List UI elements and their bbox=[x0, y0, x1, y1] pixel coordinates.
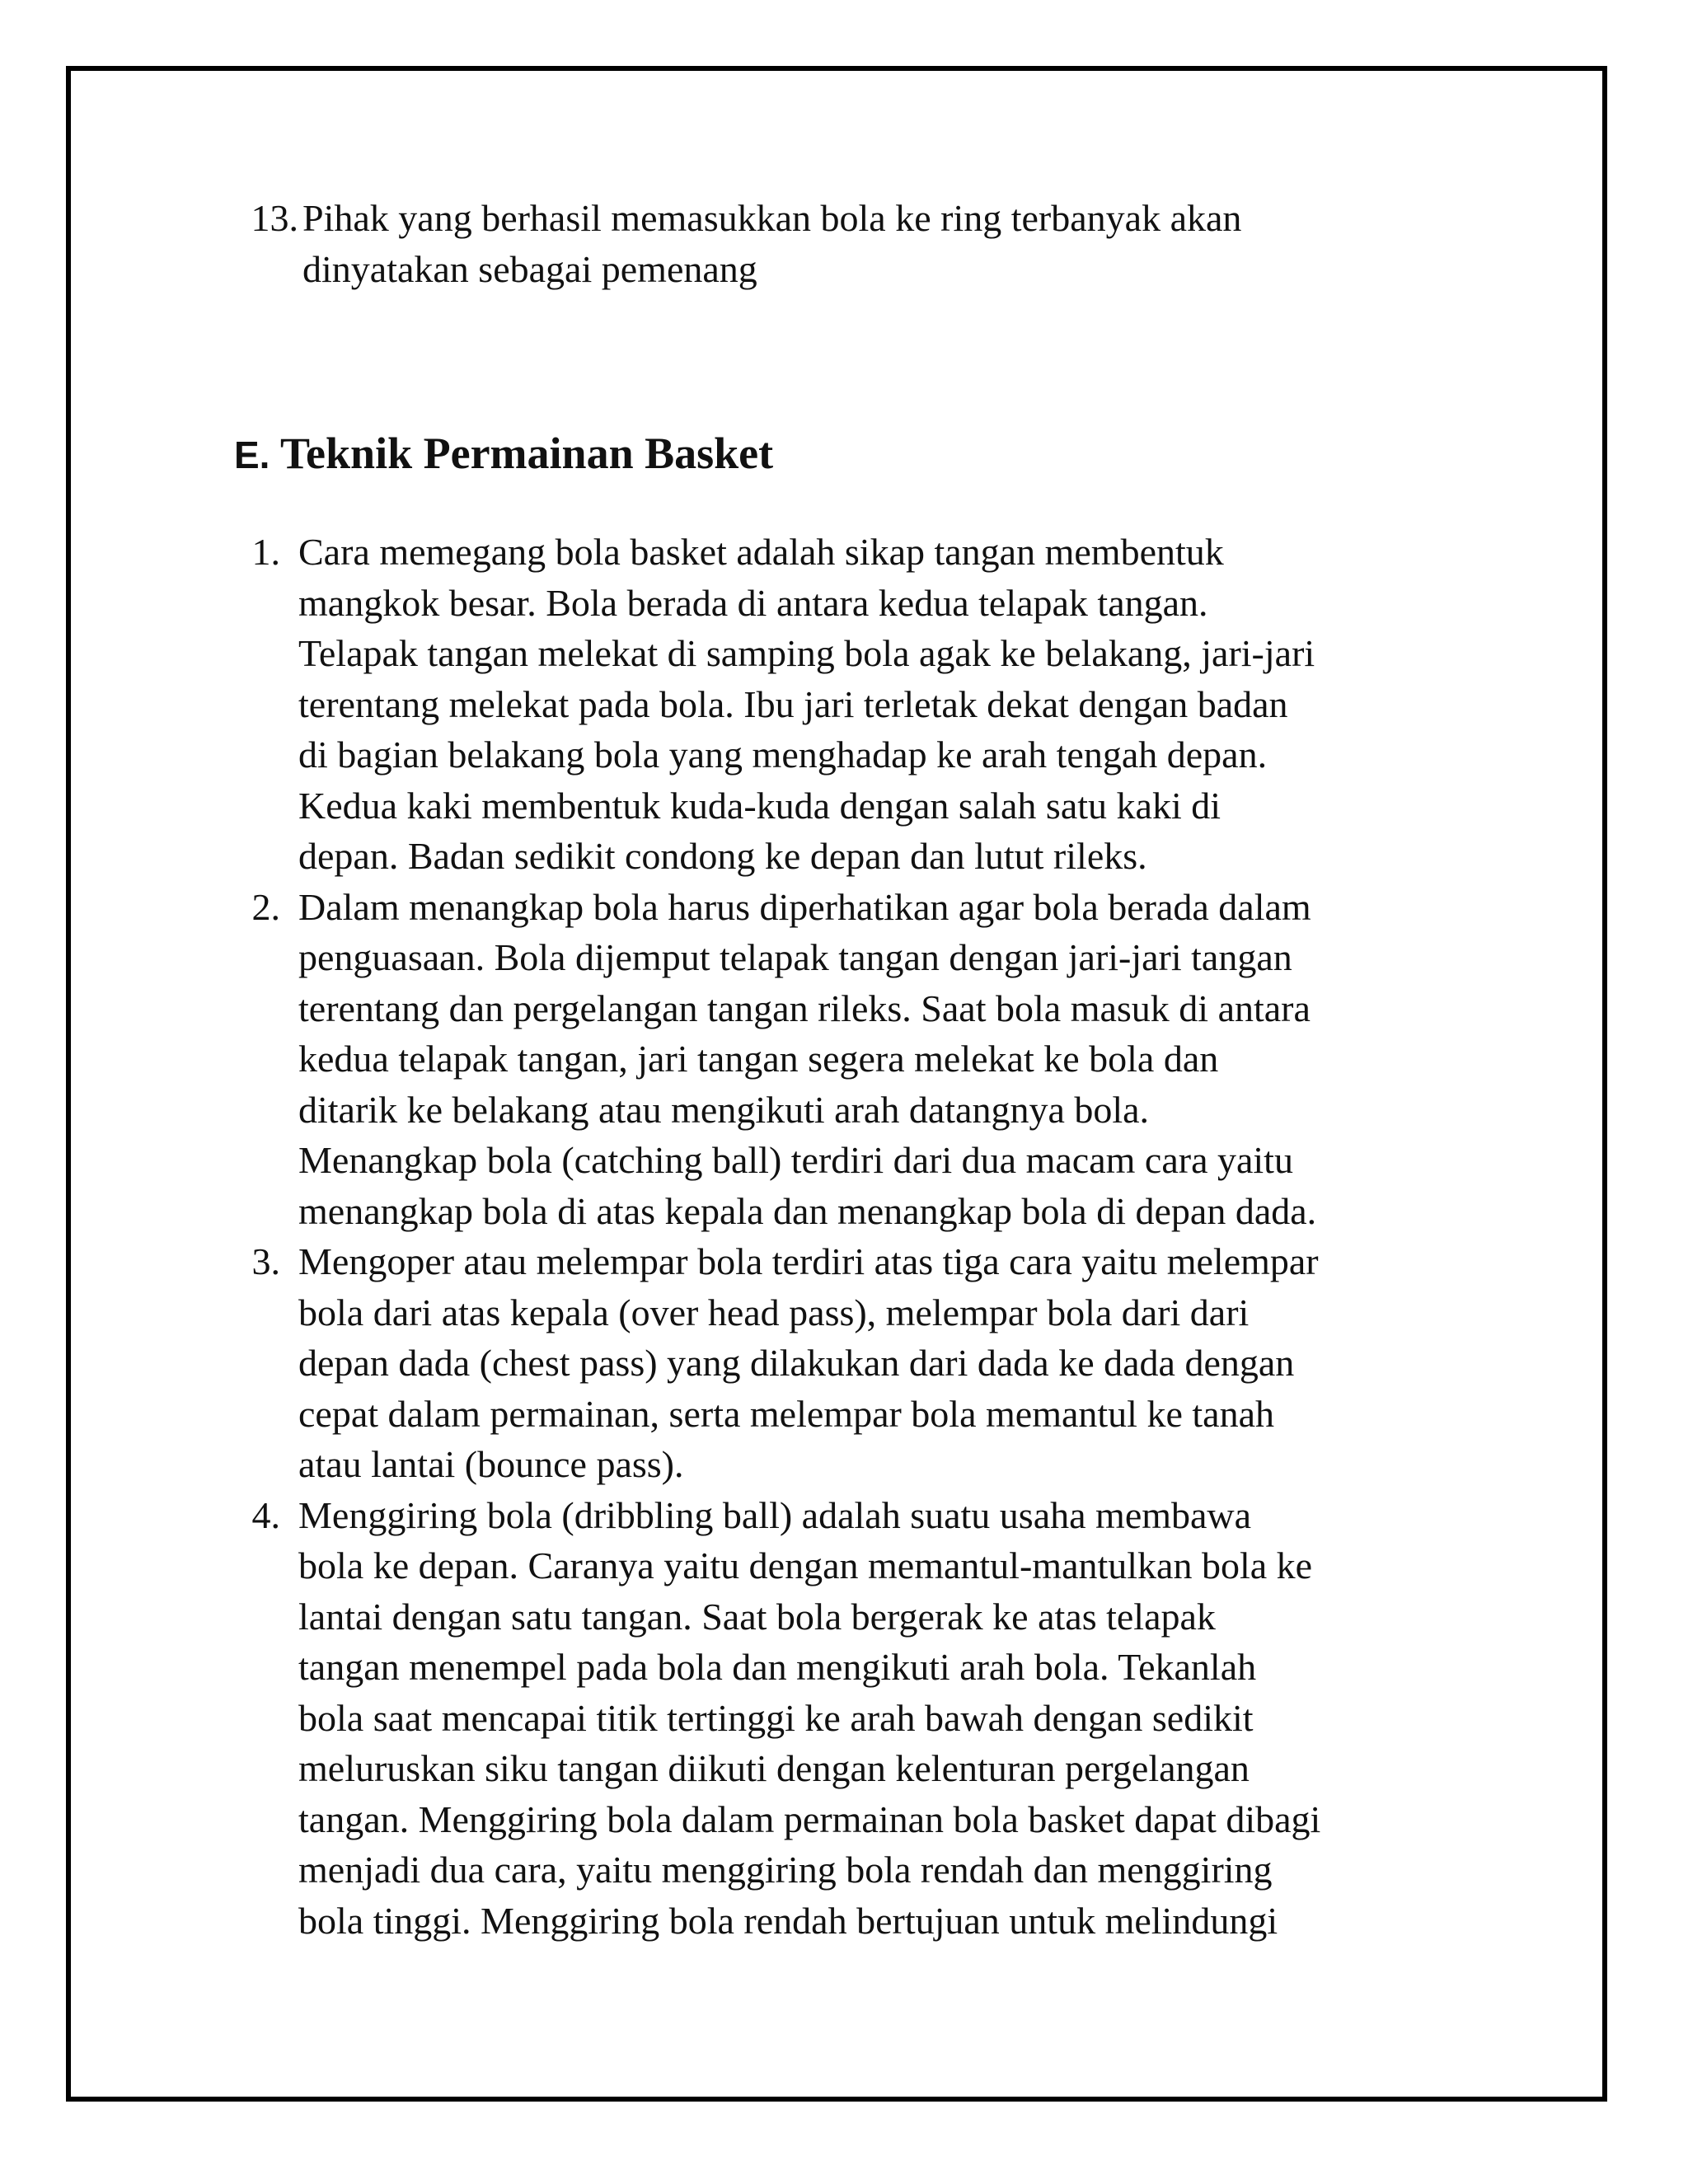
list-item-line: terentang melekat pada bola. Ibu jari terletak dekat dengan badan bbox=[298, 682, 1288, 725]
list-item-1 bbox=[234, 527, 1503, 882]
list-item-line: Telapak tangan melekat di samping bola agak ke belakang, jari-jari bbox=[298, 632, 1315, 674]
list-item-line: Cara memegang bola basket adalah sikap tangan membentuk bbox=[298, 531, 1224, 573]
list-item-line: menangkap bola di atas kepala dan menangkap bola di depan dada. bbox=[298, 1189, 1317, 1232]
list-item-line: meluruskan siku tangan diikuti dengan kelenturan pergelangan bbox=[298, 1747, 1250, 1789]
section-heading bbox=[234, 426, 1503, 482]
list-item-2 bbox=[234, 882, 1503, 1237]
list-item-line: atau lantai (bounce pass). bbox=[298, 1443, 684, 1485]
list-item-number: 4. bbox=[251, 1493, 280, 1536]
list-item-line: lantai dengan satu tangan. Saat bola bergerak ke atas telapak bbox=[298, 1595, 1216, 1638]
list-item-line: tangan menempel pada bola dan mengikuti arah bola. Tekanlah bbox=[298, 1646, 1257, 1688]
page-content bbox=[234, 193, 1503, 1946]
list-item-3 bbox=[234, 1236, 1503, 1490]
list-item-4 bbox=[234, 1490, 1503, 1947]
section-title: Teknik Permainan Basket bbox=[280, 429, 774, 478]
technique-list bbox=[234, 527, 1503, 1946]
list-item-13 bbox=[234, 193, 1503, 294]
section-letter: E. bbox=[234, 434, 270, 476]
list-item-line: dinyatakan sebagai pemenang bbox=[302, 247, 757, 290]
list-item-number: 2. bbox=[251, 885, 280, 928]
list-item-line: depan. Badan sedikit condong ke depan dan lutut rileks. bbox=[298, 835, 1147, 877]
list-item-line: Menangkap bola (catching ball) terdiri dari dua macam cara yaitu bbox=[298, 1139, 1293, 1181]
list-item-line: di bagian belakang bola yang menghadap ke arah tengah depan. bbox=[298, 733, 1268, 776]
list-item-line: mangkok besar. Bola berada di antara kedua telapak tangan. bbox=[298, 581, 1208, 624]
list-item-line: terentang dan pergelangan tangan rileks. Saat bola masuk di antara bbox=[298, 987, 1311, 1029]
list-item-line: bola saat mencapai titik tertinggi ke arah bawah dengan sedikit bbox=[298, 1696, 1254, 1739]
list-item-line: kedua telapak tangan, jari tangan segera melekat ke bola dan bbox=[298, 1038, 1219, 1080]
list-item-line: Kedua kaki membentuk kuda-kuda dengan salah satu kaki di bbox=[298, 784, 1221, 827]
list-item-number: 13. bbox=[251, 197, 298, 239]
list-item-line: cepat dalam permainan, serta melempar bola memantul ke tanah bbox=[298, 1392, 1274, 1435]
list-item-line: penguasaan. Bola dijemput telapak tangan dengan jari-jari tangan bbox=[298, 936, 1292, 978]
list-item-line: ditarik ke belakang atau mengikuti arah datangnya bola. bbox=[298, 1088, 1150, 1131]
list-item-line: Dalam menangkap bola harus diperhatikan agar bola berada dalam bbox=[298, 885, 1311, 928]
list-item-line: tangan. Menggiring bola dalam permainan bola basket dapat dibagi bbox=[298, 1797, 1321, 1840]
list-item-line: bola tinggi. Menggiring bola rendah bertujuan untuk melindungi bbox=[298, 1899, 1278, 1942]
list-item-number: 3. bbox=[251, 1240, 280, 1282]
list-item-line: depan dada (chest pass) yang dilakukan dari dada ke dada dengan bbox=[298, 1342, 1295, 1384]
list-item-line: menjadi dua cara, yaitu menggiring bola rendah dan menggiring bbox=[298, 1849, 1273, 1891]
list-item-line: Pihak yang berhasil memasukkan bola ke ring terbanyak akan bbox=[302, 197, 1242, 239]
list-item-number: 1. bbox=[251, 531, 280, 573]
list-item-line: Menggiring bola (dribbling ball) adalah suatu usaha membawa bbox=[298, 1493, 1252, 1536]
list-item-line: bola dari atas kepala (over head pass), melempar bola dari dari bbox=[298, 1291, 1250, 1333]
list-item-line: Mengoper atau melempar bola terdiri atas tiga cara yaitu melempar bbox=[298, 1240, 1319, 1282]
list-item-line: bola ke depan. Caranya yaitu dengan memantul-mantulkan bola ke bbox=[298, 1544, 1313, 1586]
